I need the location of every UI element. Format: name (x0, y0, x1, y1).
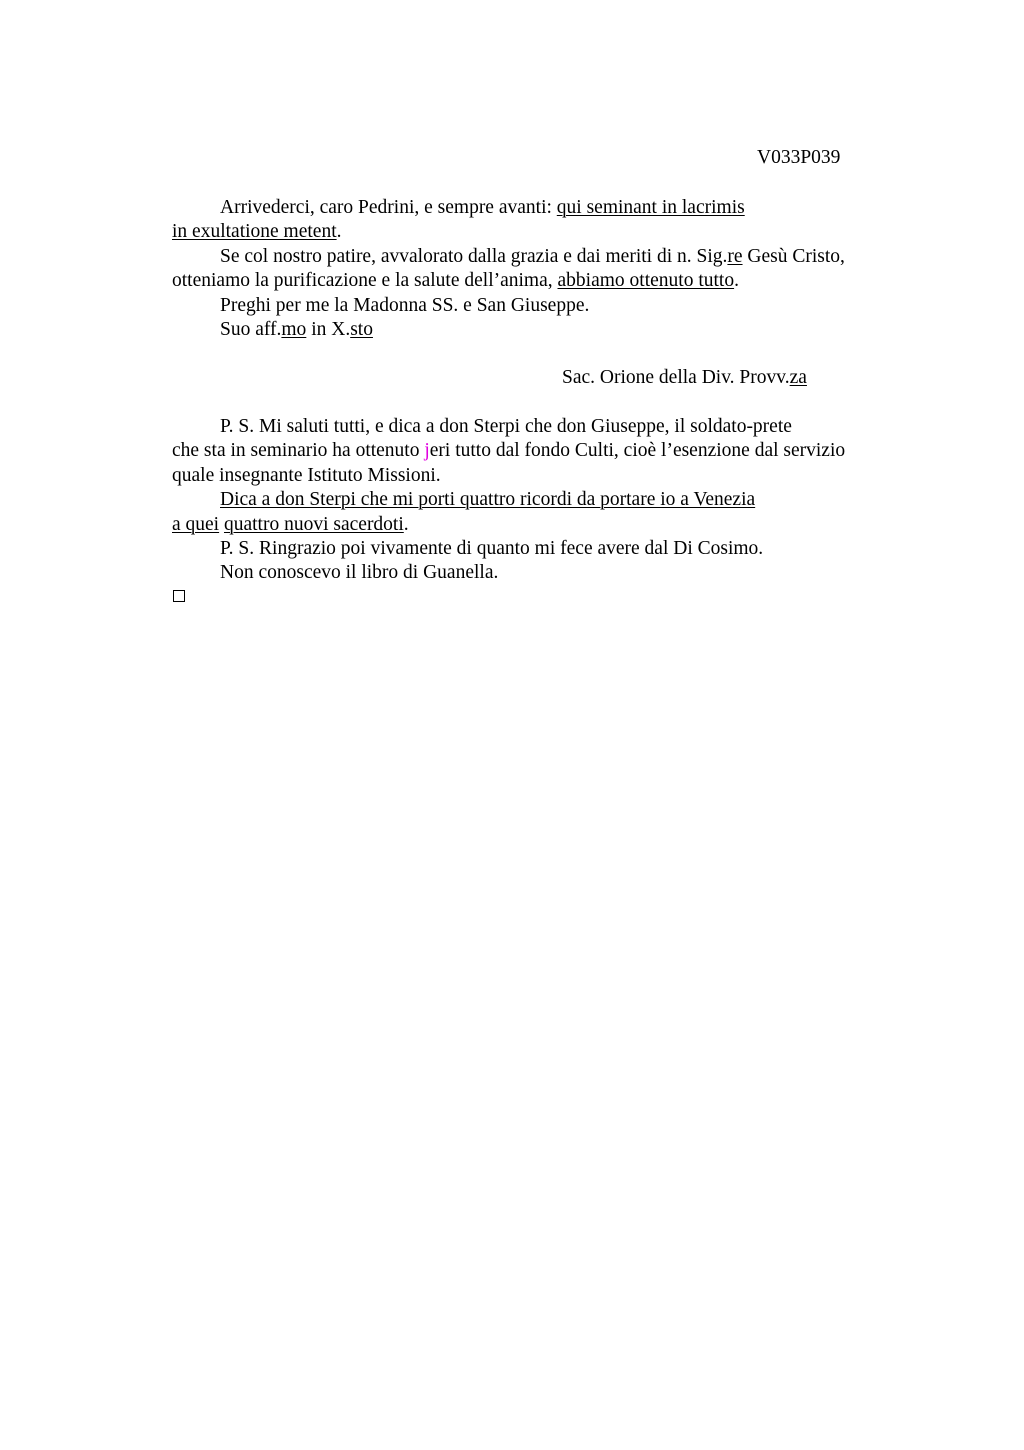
paragraph-prayer: Preghi per me la Madonna SS. e San Giuseppe. (220, 294, 590, 316)
signature (562, 366, 807, 390)
text-span: che sta in seminario ha ottenuto (172, 440, 425, 462)
postscript-line: Non conoscevo il libro di Guanella. (220, 562, 499, 584)
empty-box-icon (173, 590, 185, 602)
postscript-line (172, 439, 892, 463)
text-span: . (403, 513, 409, 535)
page-identifier: V033P039 (757, 147, 841, 168)
request-underlined: quattro nuovi sacerdoti (223, 513, 404, 535)
postscript-line: P. S. Ringrazio poi vivamente di quanto mi fece avere dal Di Cosimo. (220, 538, 764, 560)
abbreviation-underlined: mo (281, 319, 307, 341)
paragraph-suffering (172, 245, 892, 269)
request-underlined: Dica a don Sterpi che mi porti quattro ricordi da portare io a Venezia (220, 489, 756, 511)
postscript-line: quale insegnante Istituto Missioni. (172, 464, 441, 486)
highlighted-letter: j (424, 440, 430, 462)
text-span: . (336, 221, 342, 243)
paragraph-closing (172, 318, 892, 342)
paragraph-farewell (172, 196, 892, 220)
text-span: in X. (306, 319, 351, 341)
request-underlined: a quei (172, 513, 220, 535)
postscript-line (172, 513, 892, 537)
text-span: eri tutto dal fondo Culti, cioè l’esenzione dal servizio (429, 440, 846, 462)
postscript-line (172, 488, 892, 512)
signature-abbreviation: za (789, 367, 807, 388)
paragraph-farewell-cont (172, 220, 892, 244)
emphasis-underlined: abbiamo ottenuto tutto (557, 270, 735, 292)
text-span: Se col nostro patire, avvalorato dalla grazia e dai meriti di n. Sig. (220, 245, 728, 267)
abbreviation-underlined: re (727, 245, 743, 267)
postscript-line: P. S. Mi saluti tutti, e dica a don Sterpi che don Giuseppe, il soldato-prete (220, 416, 792, 437)
latin-quote-underlined-cont: in exultatione metent (172, 221, 337, 243)
text-span: Arrivederci, caro Pedrini, e sempre avanti: (220, 197, 557, 218)
abbreviation-underlined: sto (350, 319, 373, 341)
signature-text: Sac. Orione della Div. Provv. (562, 367, 790, 388)
latin-quote-underlined: qui seminant in lacrimis (556, 197, 745, 218)
text-span: . (734, 270, 739, 292)
letter-body (172, 196, 892, 342)
text-span: Suo aff. (220, 319, 282, 341)
postscript-block (172, 415, 892, 586)
text-span: Gesù Cristo, (742, 245, 845, 267)
text-span: otteniamo la purificazione e la salute dell’anima, (172, 270, 558, 292)
paragraph-suffering-cont (172, 269, 892, 293)
